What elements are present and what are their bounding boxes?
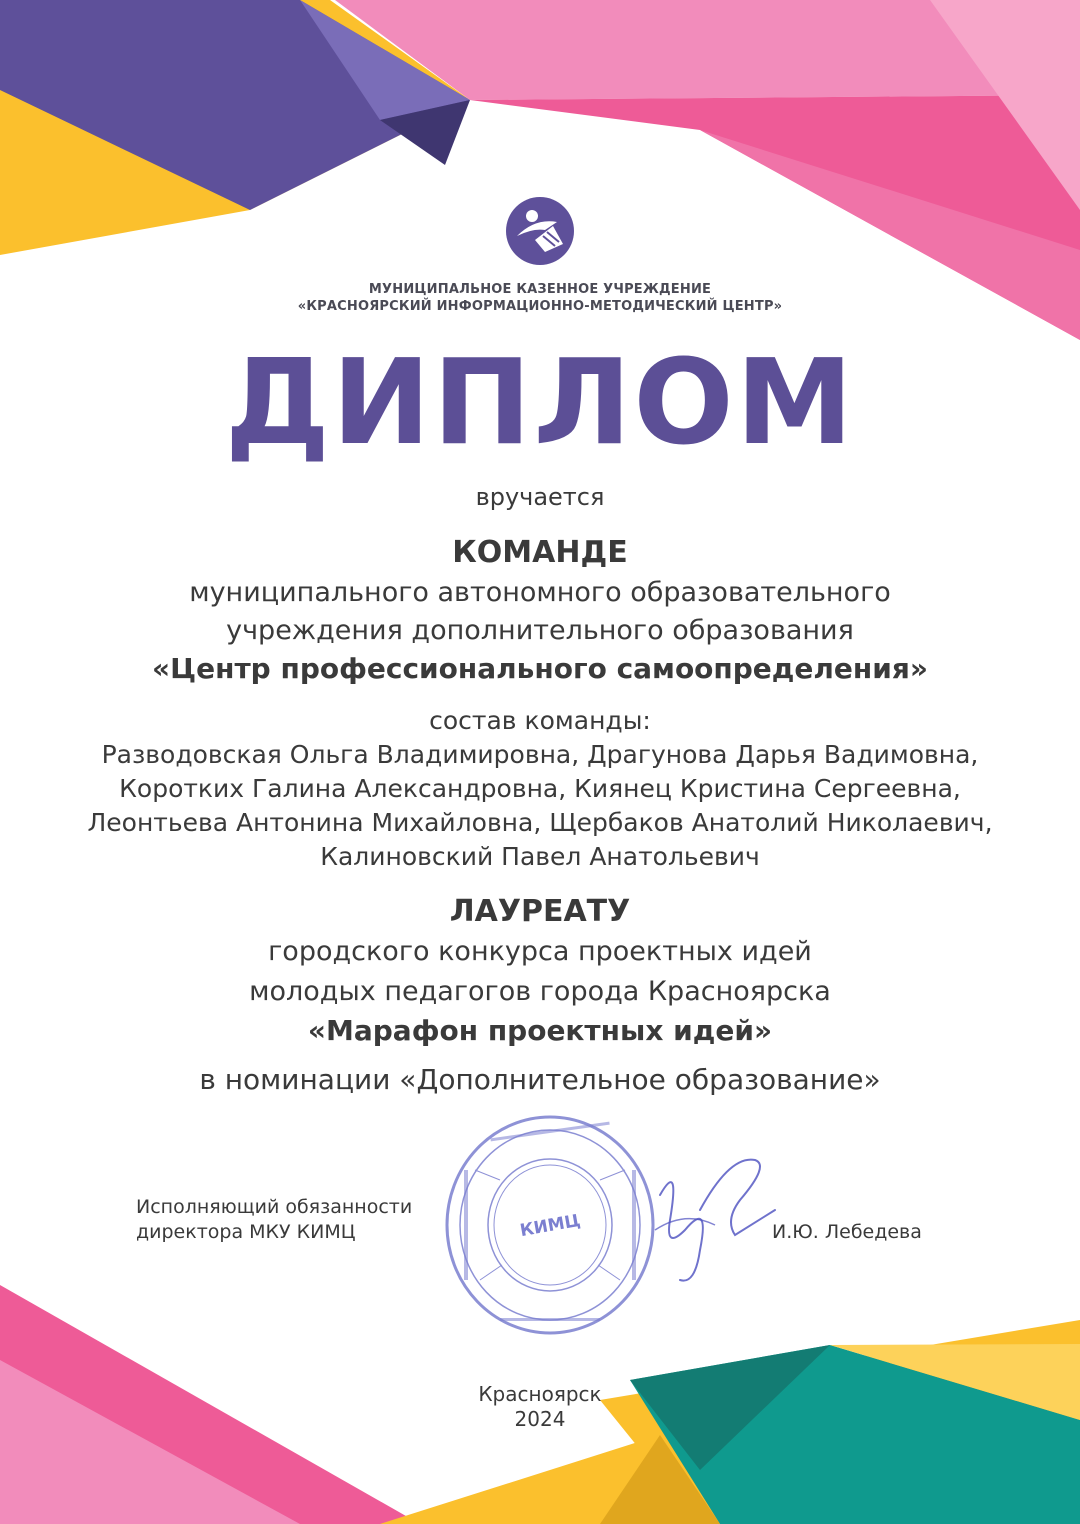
recipient-heading: КОМАНДЕ [452,535,628,570]
organization-line-2: «КРАСНОЯРСКИЙ ИНФОРМАЦИОННО-МЕТОДИЧЕСКИЙ ЦЕНТР» [297,299,783,314]
diploma-title: ДИПЛОМ [224,333,856,471]
organization-line-1: МУНИЦИПАЛЬНОЕ КАЗЕННОЕ УЧРЕЖДЕНИЕ [368,282,712,297]
nomination: в номинации «Дополнительное образование» [199,1063,881,1096]
official-stamp [440,1110,660,1340]
stamp-center-text: КИМЦ [518,1210,582,1242]
kimc-logo-icon [505,196,575,266]
contest-name: «Марафон проектных идей» [307,1014,773,1047]
awarded-text: вручается [475,483,605,511]
team-line: Калиновский Павел Анатольевич [320,842,760,871]
footer-city: Красноярск [478,1382,602,1406]
position-line-1: Исполняющий обязанности [136,1196,413,1218]
team-line: Коротких Галина Александровна, Киянец Кристина Сергеевна, [119,774,961,803]
footer-year: 2024 [514,1407,566,1431]
signatory-name: И.Ю. Лебедева [772,1221,922,1243]
recipient-line-2: учреждения дополнительного образования [226,615,854,646]
signatory-position [136,1195,412,1245]
team-label: состав команды: [429,706,651,735]
footer [0,1382,1080,1432]
team-line: Разводовская Ольга Владимировна, Драгунова Дарья Вадимовна, [101,740,979,769]
recipient-line-1: муниципального автономного образовательного [189,577,891,608]
team-members [0,738,1080,874]
recipient-name: «Центр профессионального самоопределения» [152,652,928,685]
team-line: Леонтьева Антонина Михайловна, Щербаков Анатолий Николаевич, [87,808,993,837]
award-line-1: городского конкурса проектных идей [268,936,812,967]
award-heading: ЛАУРЕАТУ [449,894,631,929]
organization-name [0,281,1080,315]
award-line-2: молодых педагогов города Красноярска [249,976,831,1007]
position-line-2: директора МКУ КИМЦ [136,1221,356,1243]
signature-drawing [640,1140,780,1290]
